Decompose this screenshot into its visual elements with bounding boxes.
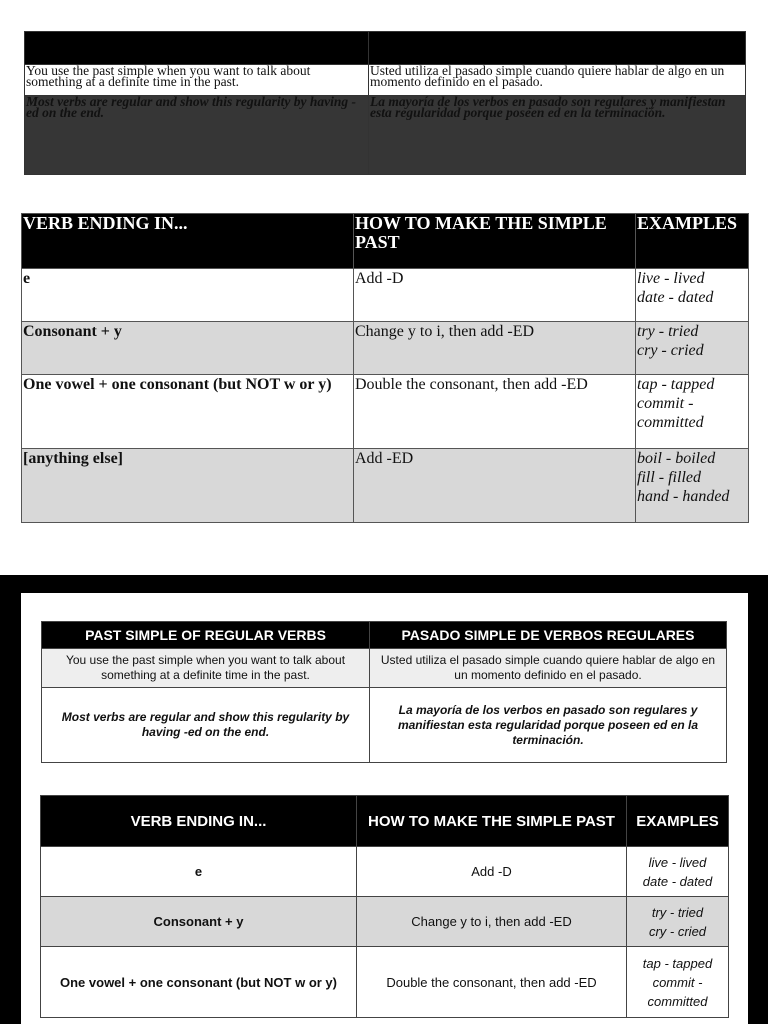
intro-table-serif (24, 31, 746, 175)
examples-cell (636, 322, 749, 375)
intro-definition-en: You use the past simple when you want to talk about something at a definite time in the past. (42, 649, 370, 688)
rule-cell: Double the consonant, then add -ED (354, 375, 636, 449)
example-item: try - tried (637, 323, 699, 340)
examples-cell (636, 375, 749, 449)
verb-ending-cell: One vowel + one consonant (but NOT w or y) (22, 375, 354, 449)
examples-cell (636, 449, 749, 523)
rule-cell: Add -D (357, 847, 627, 897)
header-how-to-make: HOW TO MAKE THE SIMPLE PAST (357, 796, 627, 847)
verb-ending-cell: One vowel + one consonant (but NOT w or y) (41, 947, 357, 1018)
header-verb-ending: VERB ENDING IN... (41, 796, 357, 847)
intro-definition-en: You use the past simple when you want to talk about something at a definite time in the past. (25, 65, 369, 96)
example-item: tap - tapped (637, 376, 715, 393)
table-row (22, 269, 749, 322)
intro-regularity-en: Most verbs are regular and show this regularity by having -ed on the end. (42, 688, 370, 763)
rule-cell: Change y to i, then add -ED (357, 897, 627, 947)
intro-definition-es: Usted utiliza el pasado simple cuando quiere hablar de algo en un momento definido en el pasado. (369, 65, 746, 96)
example-item: committed (647, 993, 708, 1009)
rule-cell: Add -ED (354, 449, 636, 523)
example-item: commit - (637, 395, 694, 412)
rule-cell: Add -D (354, 269, 636, 322)
header-how-to-make: HOW TO MAKE THE SIMPLE PAST (354, 214, 636, 269)
verb-ending-cell: e (41, 847, 357, 897)
intro-header-row (25, 32, 746, 65)
examples-cell (636, 269, 749, 322)
intro-regularity-es: La mayoría de los verbos en pasado son regulares y manifiestan esta regularidad porque poseen ed en la terminación. (369, 96, 746, 175)
intro-row-definition (42, 649, 727, 688)
header-verb-ending: VERB ENDING IN... (22, 214, 354, 269)
table-row (41, 947, 729, 1018)
example-item: tap - tapped (642, 955, 713, 971)
verb-ending-cell: Consonant + y (41, 897, 357, 947)
rule-cell: Change y to i, then add -ED (354, 322, 636, 375)
verb-ending-cell: Consonant + y (22, 322, 354, 375)
example-item: date - dated (637, 289, 714, 306)
example-item: cry - cried (648, 923, 707, 939)
verb-ending-cell: e (22, 269, 354, 322)
examples-cell (627, 947, 729, 1018)
rules-header-row (22, 214, 749, 269)
example-item: fill - filled (637, 469, 701, 486)
table-row (41, 847, 729, 897)
rules-table-sans (40, 795, 729, 1018)
example-item: live - lived (648, 854, 707, 870)
intro-row-definition (25, 65, 746, 96)
example-item: boil - boiled (637, 450, 716, 467)
verb-ending-cell: [anything else] (22, 449, 354, 523)
table-row (22, 322, 749, 375)
intro-table-sans (41, 621, 727, 763)
intro-definition-es: Usted utiliza el pasado simple cuando quiere hablar de algo en un momento definido en el pasado. (370, 649, 727, 688)
examples-cell (627, 897, 729, 947)
intro-header-cell-en (25, 32, 369, 65)
examples-cell (627, 847, 729, 897)
example-item: date - dated (642, 873, 713, 889)
intro-regularity-es: La mayoría de los verbos en pasado son regulares y manifiestan esta regularidad porque poseen ed en la terminación. (370, 688, 727, 763)
header-examples: EXAMPLES (636, 214, 749, 269)
example-item: hand - handed (637, 488, 730, 505)
table-row (22, 449, 749, 523)
example-item: committed (637, 414, 704, 431)
example-item: live - lived (637, 270, 705, 287)
intro-regularity-en: Most verbs are regular and show this regularity by having -ed on the end. (25, 96, 369, 175)
intro-header-cell-es (369, 32, 746, 65)
header-examples: EXAMPLES (627, 796, 729, 847)
rules-header-row (41, 796, 729, 847)
rules-table-serif (21, 213, 749, 523)
header-past-simple: PAST SIMPLE OF REGULAR VERBS (42, 622, 370, 649)
intro-row-regularity (42, 688, 727, 763)
table-row (41, 897, 729, 947)
example-item: try - tried (651, 904, 704, 920)
rule-cell: Double the consonant, then add -ED (357, 947, 627, 1018)
intro-row-regularity (25, 96, 746, 175)
header-pasado-simple: PASADO SIMPLE DE VERBOS REGULARES (370, 622, 727, 649)
intro-header-row (42, 622, 727, 649)
example-item: cry - cried (637, 342, 704, 359)
example-item: commit - (652, 974, 703, 990)
table-row (22, 375, 749, 449)
